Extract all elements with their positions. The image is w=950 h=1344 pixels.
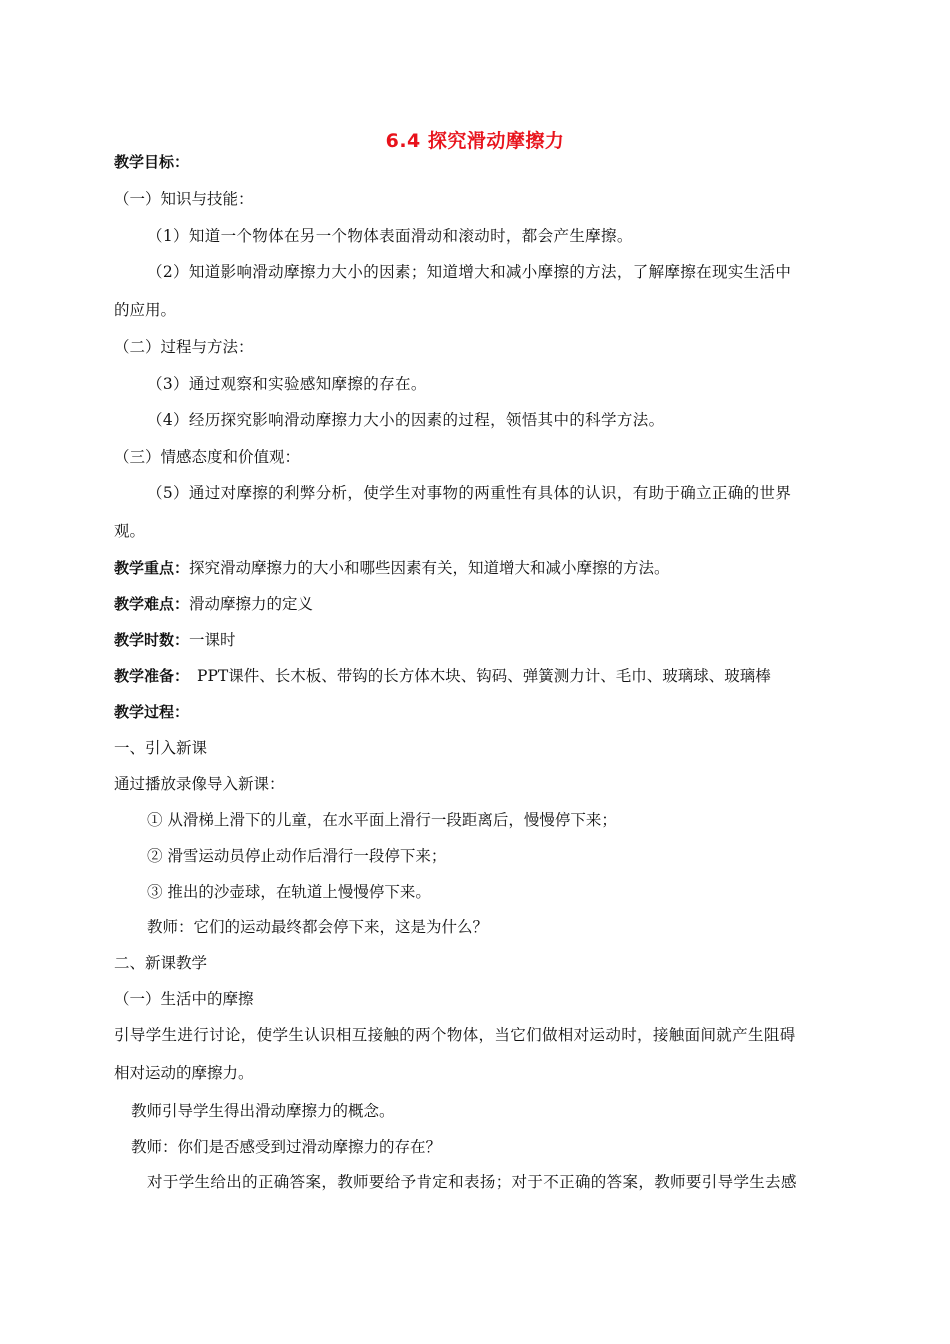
goal-5-line2: 观。	[114, 522, 146, 540]
intro-item-2: ② 滑雪运动员停止动作后滑行一段停下来；	[147, 847, 447, 865]
difficulty-label: 教学难点：	[114, 595, 190, 613]
duration-text: 一课时	[189, 631, 236, 649]
duration-row	[114, 630, 236, 650]
goal-4: （4）经历探究影响滑动摩擦力大小的因素的过程，领悟其中的科学方法。	[147, 411, 665, 429]
intro-lead: 通过播放录像导入新课：	[114, 775, 285, 793]
difficulty-row	[114, 594, 313, 614]
intro-heading: 一、引入新课	[114, 739, 208, 757]
new-para-2: 教师引导学生得出滑动摩擦力的概念。	[131, 1102, 395, 1120]
key-point-label: 教学重点：	[114, 559, 190, 577]
intro-item-3: ③ 推出的沙壶球，在轨道上慢慢停下来。	[147, 883, 431, 901]
intro-question: 教师：它们的运动最终都会停下来，这是为什么？	[147, 918, 489, 936]
new-para-4: 对于学生给出的正确答案，教师要给予肯定和表扬；对于不正确的答案，教师要引导学生去感	[147, 1173, 797, 1191]
process-label: 教学过程：	[114, 703, 190, 721]
duration-label: 教学时数：	[114, 631, 190, 649]
new-para-1-line1: 引导学生进行讨论，使学生认识相互接触的两个物体，当它们做相对运动时，接触面间就产生阻碍	[114, 1026, 796, 1044]
goal-1: （1）知道一个物体在另一个物体表面滑动和滚动时，都会产生摩擦。	[147, 227, 633, 245]
key-point-row	[114, 558, 670, 578]
new-para-1-line2: 相对运动的摩擦力。	[114, 1064, 254, 1082]
goal-5-line1: （5）通过对摩擦的利弊分析，使学生对事物的两重性有具体的认识，有助于确立正确的世界	[147, 484, 792, 502]
page-title: 6.4 探究滑动摩擦力	[385, 130, 565, 152]
key-point-text: 探究滑动摩擦力的大小和哪些因素有关，知道增大和减小摩擦的方法。	[189, 559, 670, 577]
intro-item-1: ① 从滑梯上滑下的儿童，在水平面上滑行一段距离后，慢慢停下来；	[147, 811, 617, 829]
prep-row	[114, 666, 771, 686]
prep-label: 教学准备：	[114, 667, 190, 685]
goal-2-line1: （2）知道影响滑动摩擦力大小的因素；知道增大和减小摩擦的方法，了解摩擦在现实生活中	[147, 263, 792, 281]
prep-text: PPT课件、长木板、带钩的长方体木块、钩码、弹簧测力计、毛巾、玻璃球、玻璃棒	[197, 667, 771, 685]
new-heading: 二、新课教学	[114, 954, 208, 972]
difficulty-text: 滑动摩擦力的定义	[189, 595, 314, 613]
teaching-goals-label: 教学目标：	[114, 153, 190, 171]
section-process: （二）过程与方法：	[114, 338, 254, 356]
goal-2-line2: 的应用。	[114, 301, 177, 319]
section-emotion: （三）情感态度和价值观：	[114, 448, 301, 466]
new-para-3: 教师：你们是否感受到过滑动摩擦力的存在？	[131, 1138, 442, 1156]
section-knowledge: （一）知识与技能：	[114, 190, 254, 208]
goal-3: （3）通过观察和实验感知摩擦的存在。	[147, 375, 427, 393]
new-sub-1: （一）生活中的摩擦	[114, 990, 254, 1008]
